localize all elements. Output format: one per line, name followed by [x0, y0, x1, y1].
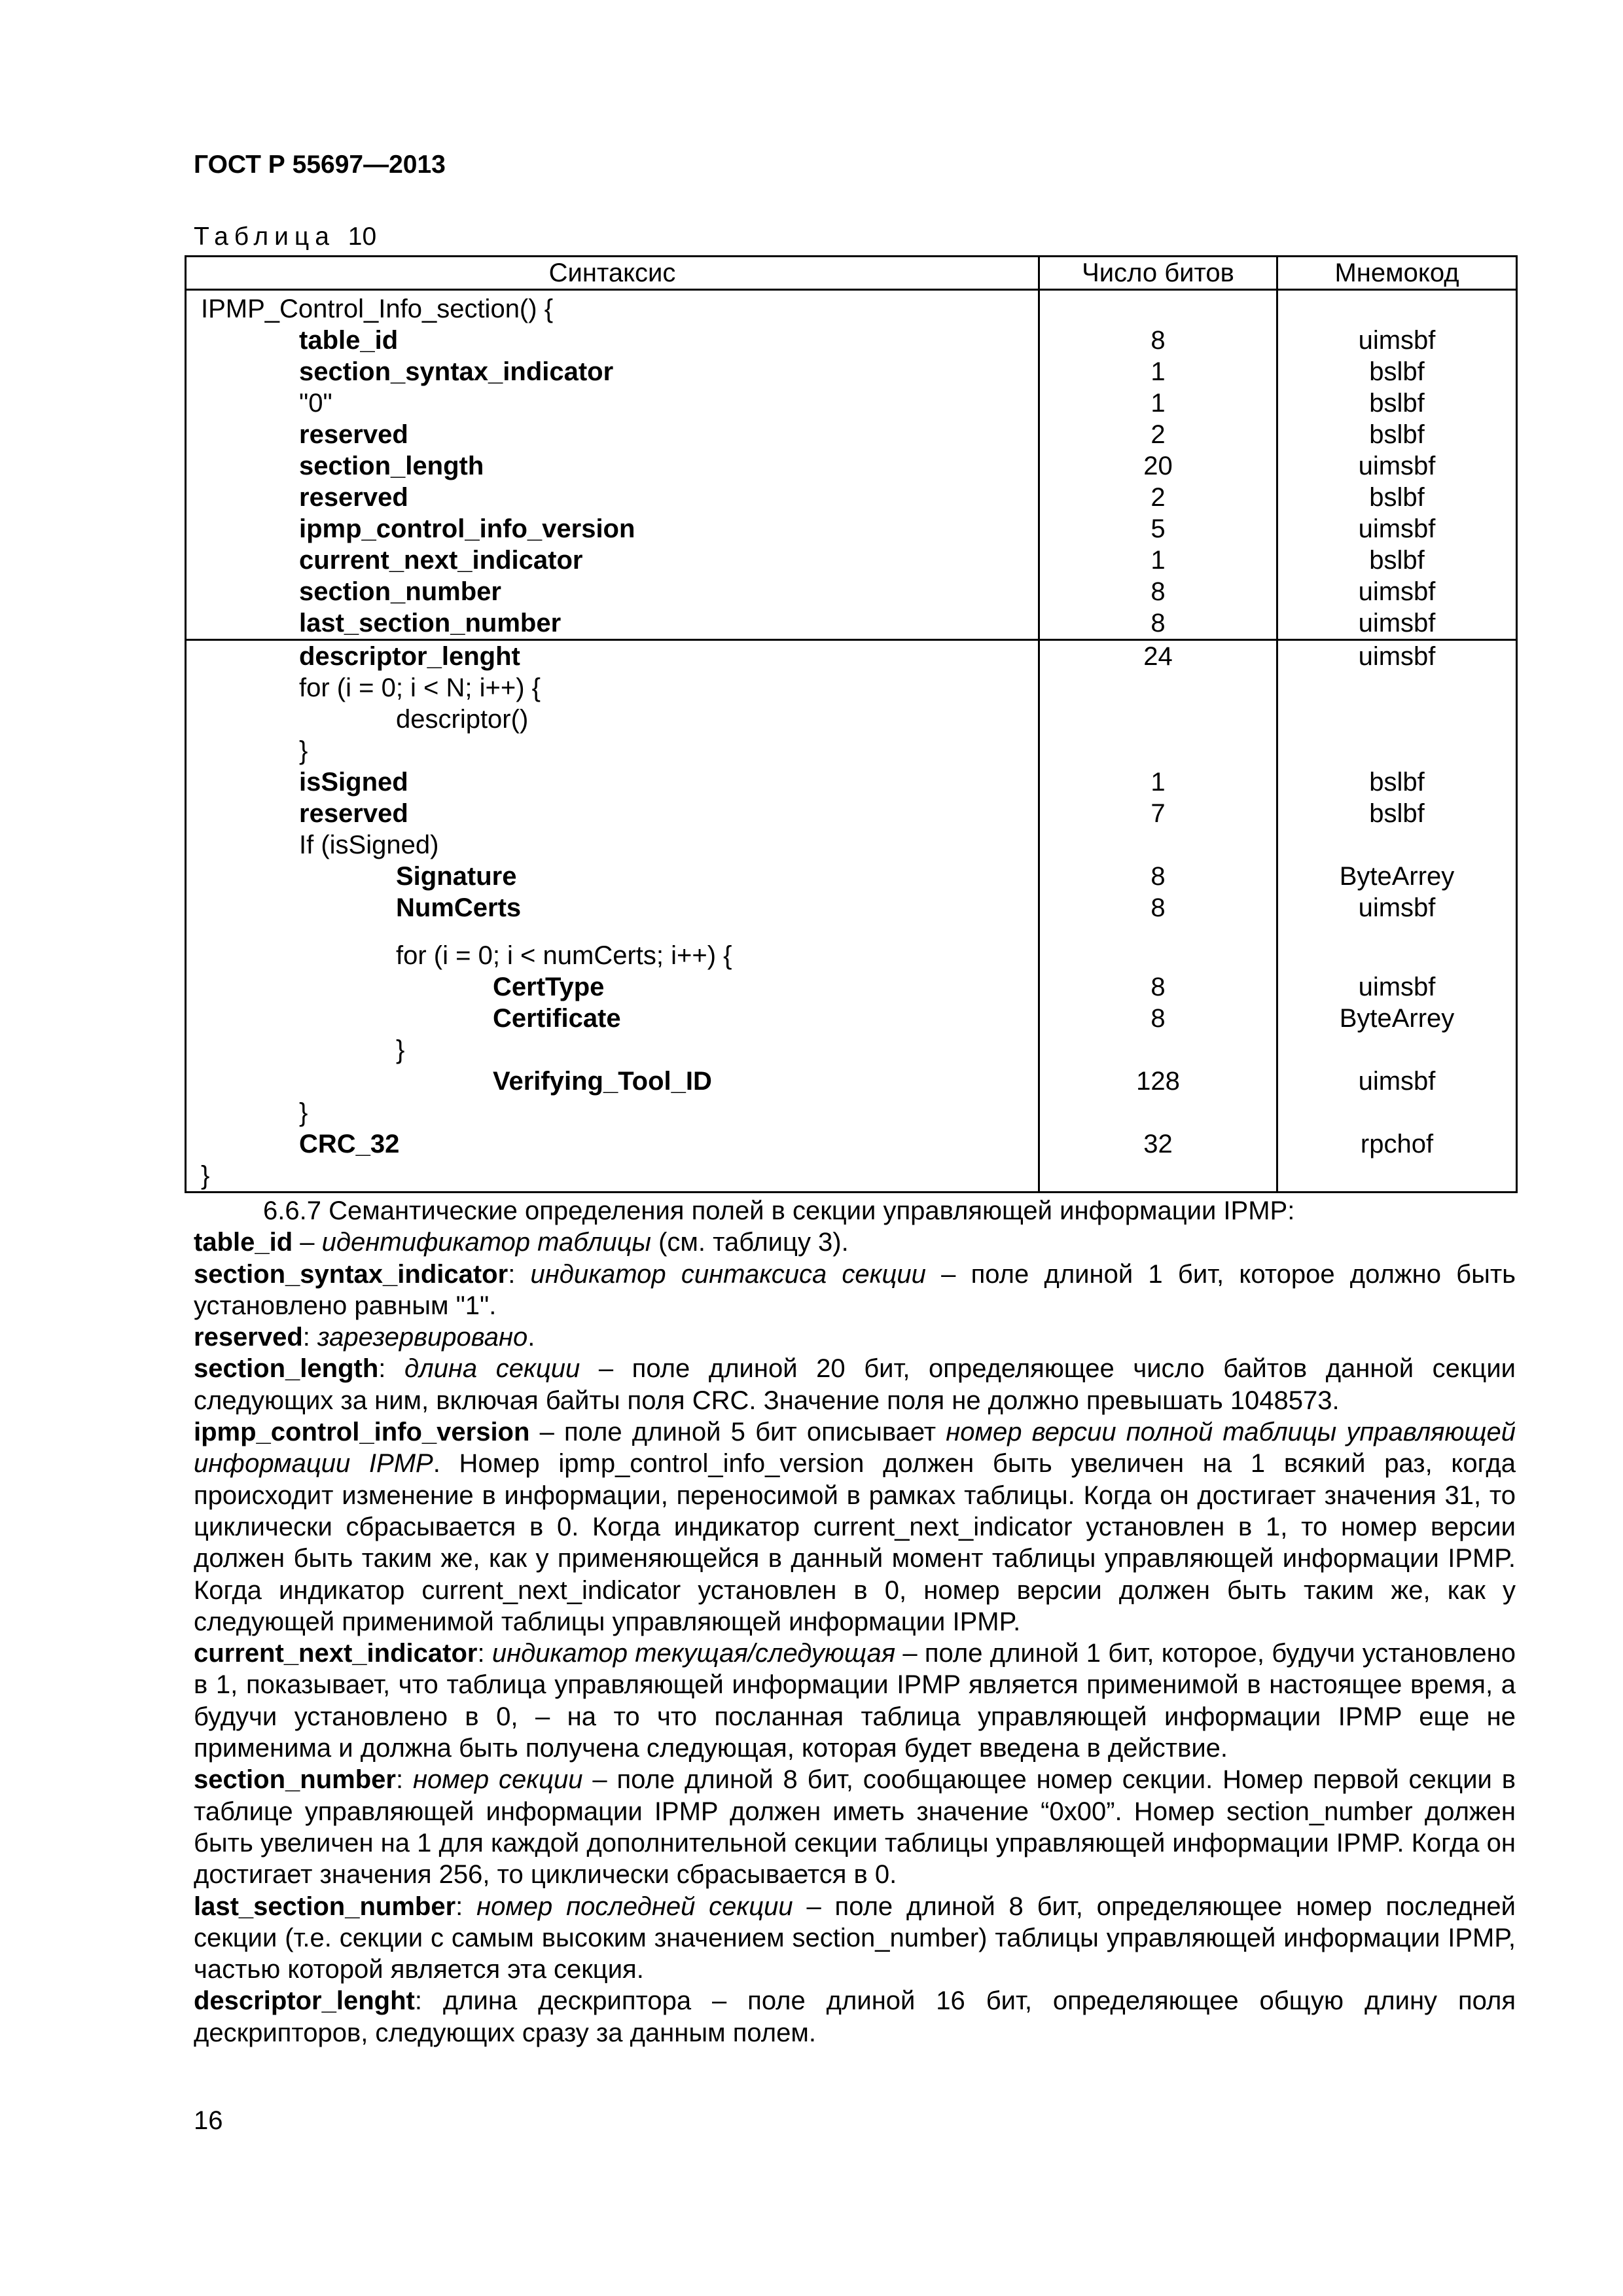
mnemonic-cell: uimsbf [1277, 971, 1517, 1003]
bits-cell [1039, 1034, 1277, 1066]
bits-cell: 24 [1039, 640, 1277, 673]
syntax-text: reserved [299, 799, 408, 828]
table-row [186, 356, 1517, 387]
syntax-text: table_id [299, 326, 399, 355]
bits-cell: 8 [1039, 576, 1277, 607]
definition-term: section_syntax_indicator [194, 1259, 508, 1289]
column-header-mnemonic: Мнемокод [1277, 257, 1517, 290]
document-header: ГОСТ Р 55697—2013 [194, 151, 446, 179]
definition-text: . [527, 1323, 535, 1352]
syntax-text: section_length [299, 452, 484, 480]
bits-cell [1039, 829, 1277, 861]
mnemonic-cell: bslbf [1277, 419, 1517, 450]
syntax-text: } [299, 1098, 308, 1127]
table-caption-word: Таблица [194, 223, 335, 251]
syntax-text: If (isSigned) [299, 831, 439, 859]
mnemonic-cell: bslbf [1277, 766, 1517, 798]
definition-text: – поле длиной 20 бит, определяющее число байтов данной секции следующих за ним, включая байты поля CRC. Значение поля не должно превышать 1048573. [194, 1354, 1516, 1415]
syntax-table [185, 255, 1518, 1193]
mnemonic-cell: ByteArrey [1277, 1003, 1517, 1034]
bits-cell: 1 [1039, 356, 1277, 387]
definition-text: – поле длиной 8 бит, определяющее номер последней секции (т.е. секции с самым высоким значением section_number) таблицы управляющей информации IPMP, частью которой является эта секция. [194, 1892, 1516, 1984]
bits-cell: 1 [1039, 387, 1277, 419]
definition-text: : [508, 1259, 531, 1289]
definition-text: : длина дескриптора – поле длиной 16 бит, определяющее общую длину поля дескрипторов, следующих сразу за данным полем. [194, 1986, 1516, 2047]
definition-section-length [194, 1353, 1516, 1416]
bits-cell [1039, 672, 1277, 704]
syntax-cell [186, 290, 1039, 325]
mnemonic-cell [1277, 829, 1517, 861]
definition-italic-text: номер версии полной таблицы управляющей информации IPMP [194, 1418, 1516, 1479]
mnemonic-cell: rpchof [1277, 1128, 1517, 1160]
mnemonic-cell [1277, 290, 1517, 325]
syntax-cell [186, 1128, 1039, 1160]
table-row [186, 387, 1517, 419]
bits-cell: 7 [1039, 798, 1277, 829]
mnemonic-cell [1277, 672, 1517, 704]
syntax-cell [186, 419, 1039, 450]
definition-current-next-indicator [194, 1638, 1516, 1764]
syntax-text: reserved [299, 420, 408, 449]
bits-cell [1039, 290, 1277, 325]
definition-reserved [194, 1321, 1516, 1353]
syntax-text: CRC_32 [299, 1130, 400, 1158]
mnemonic-cell: bslbf [1277, 798, 1517, 829]
syntax-text: section_syntax_indicator [299, 357, 614, 386]
bits-cell: 8 [1039, 861, 1277, 892]
syntax-cell [186, 971, 1039, 1003]
table-row [186, 450, 1517, 482]
syntax-cell [186, 1160, 1039, 1193]
syntax-text: isSigned [299, 768, 408, 797]
column-header-bits: Число битов [1039, 257, 1277, 290]
table-row [186, 545, 1517, 576]
bits-cell: 5 [1039, 513, 1277, 545]
definition-text: : [395, 1765, 413, 1795]
syntax-text: IPMP_Control_Info_section() { [201, 295, 554, 323]
syntax-table-body [186, 290, 1517, 1193]
table-row [186, 607, 1517, 640]
mnemonic-cell: uimsbf [1277, 576, 1517, 607]
definition-term: section_number [194, 1765, 396, 1795]
bits-cell: 1 [1039, 545, 1277, 576]
table-row [186, 924, 1517, 940]
table-row [186, 1128, 1517, 1160]
semantic-definitions [194, 1195, 1516, 2049]
syntax-text: descriptor_lenght [299, 642, 520, 671]
syntax-text: Verifying_Tool_ID [493, 1067, 712, 1096]
syntax-cell [186, 1034, 1039, 1066]
definition-text: : [378, 1354, 404, 1384]
definition-italic-text: индикатор текущая/следующая [491, 1639, 896, 1668]
syntax-text: Signature [396, 862, 517, 891]
bits-cell [1039, 940, 1277, 971]
bits-cell: 8 [1039, 892, 1277, 924]
table-row [186, 1160, 1517, 1193]
table-row [186, 325, 1517, 356]
definition-section-syntax-indicator [194, 1259, 1516, 1322]
mnemonic-cell: uimsbf [1277, 513, 1517, 545]
table-row [186, 766, 1517, 798]
definition-italic-text: длина секции [404, 1354, 580, 1384]
syntax-text: reserved [299, 483, 408, 512]
syntax-cell [186, 861, 1039, 892]
definition-term: last_section_number [194, 1892, 456, 1921]
definition-italic-text: индикатор синтаксиса секции [530, 1259, 926, 1289]
mnemonic-cell: bslbf [1277, 545, 1517, 576]
bits-cell: 2 [1039, 419, 1277, 450]
syntax-text: descriptor() [396, 705, 529, 734]
table-row [186, 482, 1517, 513]
mnemonic-cell: bslbf [1277, 356, 1517, 387]
mnemonic-cell [1277, 704, 1517, 735]
mnemonic-cell [1277, 940, 1517, 971]
bits-cell: 128 [1039, 1066, 1277, 1097]
table-caption-number: 10 [348, 223, 377, 251]
table-row [186, 1066, 1517, 1097]
definition-term: table_id [194, 1228, 293, 1257]
syntax-cell [186, 829, 1039, 861]
definition-text: : [302, 1323, 318, 1352]
syntax-cell [186, 1003, 1039, 1034]
mnemonic-cell: uimsbf [1277, 325, 1517, 356]
table-row [186, 576, 1517, 607]
syntax-text: last_section_number [299, 609, 562, 637]
table-row [186, 290, 1517, 325]
definition-term: descriptor_lenght [194, 1986, 415, 2016]
mnemonic-cell [1277, 1160, 1517, 1193]
mnemonic-cell [1277, 1034, 1517, 1066]
definition-italic-text: номер секции [412, 1765, 583, 1795]
syntax-text: } [201, 1161, 210, 1190]
definition-descriptor-lenght [194, 1985, 1516, 2049]
table-row [186, 940, 1517, 971]
syntax-cell [186, 482, 1039, 513]
mnemonic-cell [1277, 1097, 1517, 1128]
bits-cell: 8 [1039, 607, 1277, 640]
syntax-cell [186, 387, 1039, 419]
table-row [186, 1097, 1517, 1128]
mnemonic-cell: uimsbf [1277, 450, 1517, 482]
table-row [186, 798, 1517, 829]
syntax-text: CertType [493, 973, 605, 1001]
syntax-cell [186, 450, 1039, 482]
bits-cell: 32 [1039, 1128, 1277, 1160]
table-row [186, 704, 1517, 735]
definition-text: – поле длиной 8 бит, сообщающее номер секции. Номер первой секции в таблице управляющей информации IPMP должен иметь значение “0x00”. Номер section_number должен быть увеличен на 1 для каждой дополнительной секции таблицы управляющей информации IPMP. Когда он достигает значения 256, то циклически сбрасывается в 0. [194, 1765, 1516, 1890]
definition-text: (см. таблицу 3). [651, 1228, 849, 1257]
mnemonic-cell [1277, 735, 1517, 766]
syntax-table-header [186, 257, 1517, 290]
mnemonic-cell: bslbf [1277, 482, 1517, 513]
definition-term: reserved [194, 1323, 303, 1352]
definition-term: current_next_indicator [194, 1639, 478, 1668]
table-row [186, 892, 1517, 924]
syntax-text: section_number [299, 577, 501, 606]
syntax-cell [186, 704, 1039, 735]
definition-text: – поле длиной 1 бит, которое должно быть установлено равным "1". [194, 1259, 1516, 1320]
table-row [186, 1034, 1517, 1066]
definition-text: : [455, 1892, 477, 1921]
table-row [186, 861, 1517, 892]
section-intro: 6.6.7 Семантические определения полей в секции управляющей информации IPMP: [263, 1196, 1295, 1225]
bits-cell [1039, 924, 1277, 940]
syntax-cell [186, 607, 1039, 640]
syntax-cell [186, 672, 1039, 704]
definition-italic-text: идентификатор таблицы [321, 1228, 651, 1257]
definition-italic-text: номер последней секции [476, 1892, 793, 1921]
syntax-text: for (i = 0; i < N; i++) { [299, 673, 541, 702]
page-number: 16 [194, 2106, 223, 2135]
syntax-cell [186, 325, 1039, 356]
syntax-text: } [299, 736, 308, 765]
table-row [186, 1003, 1517, 1034]
mnemonic-cell: uimsbf [1277, 607, 1517, 640]
mnemonic-cell: uimsbf [1277, 892, 1517, 924]
bits-cell [1039, 704, 1277, 735]
mnemonic-cell [1277, 924, 1517, 940]
syntax-cell [186, 924, 1039, 940]
bits-cell [1039, 1160, 1277, 1193]
syntax-text: NumCerts [396, 893, 522, 922]
definition-text: – поле длиной 1 бит, которое, будучи установлено в 1, показывает, что таблица управляющей информации IPMP является применимой в настоящее время, а будучи установлено в 0, – на то что посланная таблица управляющей информации IPMP еще не применима и должна быть получена следующая, которая будет введена в действие. [194, 1639, 1516, 1763]
definition-text: – поле длиной 5 бит описывает [529, 1418, 946, 1447]
table-row [186, 829, 1517, 861]
syntax-text: Certificate [493, 1004, 621, 1033]
column-header-syntax: Синтаксис [186, 257, 1039, 290]
mnemonic-cell: ByteArrey [1277, 861, 1517, 892]
mnemonic-cell: uimsbf [1277, 640, 1517, 673]
syntax-text: } [396, 1035, 405, 1064]
table-row [186, 672, 1517, 704]
definition-term: section_length [194, 1354, 379, 1384]
syntax-cell [186, 1066, 1039, 1097]
definition-section-number [194, 1764, 1516, 1890]
bits-cell: 20 [1039, 450, 1277, 482]
table-row [186, 971, 1517, 1003]
definition-term: ipmp_control_info_version [194, 1418, 530, 1447]
definition-table-id [194, 1227, 1516, 1258]
syntax-cell [186, 798, 1039, 829]
definition-last-section-number [194, 1891, 1516, 1986]
syntax-cell [186, 735, 1039, 766]
bits-cell: 2 [1039, 482, 1277, 513]
bits-cell [1039, 1097, 1277, 1128]
syntax-text: for (i = 0; i < numCerts; i++) { [396, 941, 732, 970]
syntax-text: current_next_indicator [299, 546, 583, 575]
bits-cell: 8 [1039, 325, 1277, 356]
table-row [186, 513, 1517, 545]
bits-cell: 8 [1039, 971, 1277, 1003]
syntax-text: "0" [299, 389, 332, 418]
syntax-cell [186, 1097, 1039, 1128]
syntax-text: ipmp_control_info_version [299, 514, 635, 543]
syntax-cell [186, 513, 1039, 545]
syntax-cell [186, 940, 1039, 971]
bits-cell: 8 [1039, 1003, 1277, 1034]
table-caption [194, 224, 376, 249]
syntax-cell [186, 640, 1039, 673]
mnemonic-cell: bslbf [1277, 387, 1517, 419]
syntax-cell [186, 576, 1039, 607]
syntax-cell [186, 766, 1039, 798]
syntax-cell [186, 545, 1039, 576]
syntax-cell [186, 356, 1039, 387]
definition-italic-text: зарезервировано [317, 1323, 528, 1352]
table-row [186, 419, 1517, 450]
definition-text: . Номер ipmp_control_info_version должен быть увеличен на 1 всякий раз, когда происходит изменение в информации, переносимой в рамках таблицы. Когда он достигает значения 31, то циклически сбрасывается в 0. Когда индикатор current_next_indicator установлен в 1, то номер версии должен быть таким же, как у применяющейся в данный момент таблицы управляющей информации IPMP. Когда индикатор current_next_indicator установлен в 0, номер версии должен быть таким же, как у следующей применимой таблицы управляющей информации IPMP. [194, 1449, 1516, 1636]
table-row [186, 735, 1517, 766]
bits-cell [1039, 735, 1277, 766]
bits-cell: 1 [1039, 766, 1277, 798]
table-row [186, 640, 1517, 673]
syntax-cell [186, 892, 1039, 924]
definition-text: – [293, 1228, 322, 1257]
mnemonic-cell: uimsbf [1277, 1066, 1517, 1097]
definition-text: : [477, 1639, 492, 1668]
definition-ipmp-control-info-version [194, 1416, 1516, 1638]
